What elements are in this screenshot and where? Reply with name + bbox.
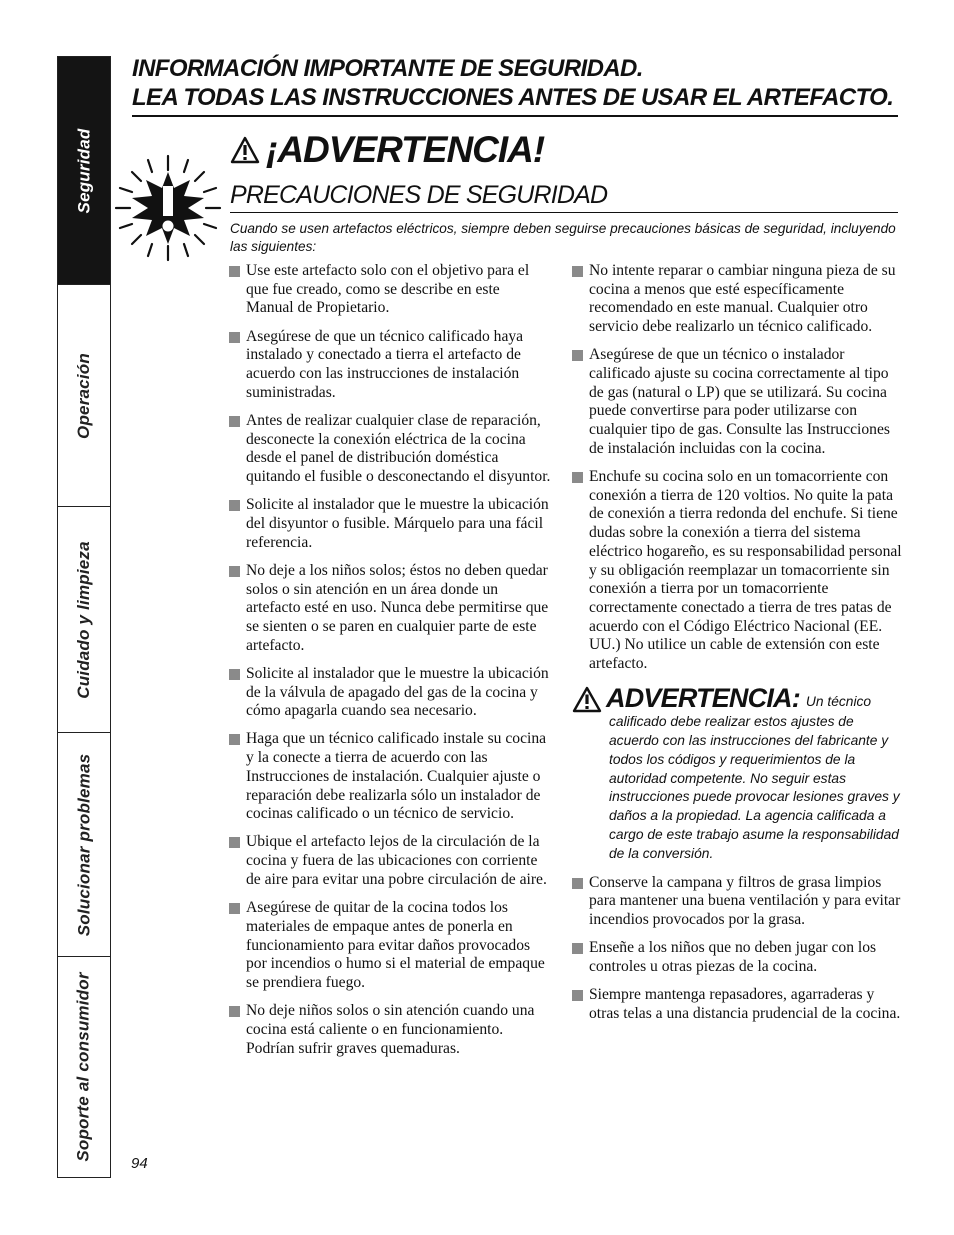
list-item: Conserve la campana y filtros de grasa limpios para mantener una buena ventilación y para evitar incendios provocados por la grasa. (572, 874, 902, 930)
tab-label: Soporte al consumidor (74, 972, 93, 1162)
conversion-warning (572, 683, 902, 863)
conversion-warning-lead: Un técnico (805, 694, 872, 710)
list-item: Antes de realizar cualquier clase de reparación, desconecte la conexión eléctrica de la cocina desde el panel de distribución doméstica quitando el fusible o desconectando el disyuntor. (229, 412, 551, 487)
warning-triangle-icon (572, 686, 602, 713)
bullet-square-icon (572, 472, 583, 483)
list-item: No deje a los niños solos; éstos no deben quedar solos o sin atención en un área donde un artefacto esté en uso. Nunca debe permitirse que se sienten o se paren en cualquier parte de este artefacto. (229, 562, 551, 656)
section-tabs (57, 56, 111, 1178)
bullet-square-icon (229, 1006, 240, 1017)
intro-text: Cuando se usen artefactos eléctricos, siempre deben seguirse precauciones básicas de seguridad, incluyendo las siguientes: (230, 221, 896, 254)
list-item: Asegúrese de que un técnico calificado haya instalado y conectado a tierra el artefacto de acuerdo con las instrucciones de instalación suministradas. (229, 328, 551, 403)
bullet-square-icon (572, 350, 583, 361)
bullet-square-icon (229, 266, 240, 277)
list-item: Asegúrese de quitar de la cocina todos los materiales de empaque antes de ponerla en funcionamiento para evitar daños provocados por incendios o humo si el material de empaque se prendiera fuego. (229, 899, 551, 993)
tab-label: Cuidado y limpieza (74, 540, 94, 699)
bullet-square-icon (229, 903, 240, 914)
list-item: No deje niños solos o sin atención cuando una cocina está caliente o en funcionamiento. Podrían sufrir graves quemaduras. (229, 1002, 551, 1058)
list-item: Solicite al instalador que le muestre la ubicación de la válvula de apagado del gas de la cocina y cómo apagarla cuando sea necesario. (229, 665, 551, 721)
tab-label: Operación (74, 352, 94, 439)
bullet-square-icon (229, 500, 240, 511)
conversion-warning-head (572, 683, 902, 713)
list-item: Enseñe a los niños que no deben jugar con los controles u otras piezas de la cocina. (572, 939, 902, 976)
exclamation-burst-icon (112, 152, 224, 264)
bullet-square-icon (572, 990, 583, 1001)
tab-seguridad[interactable] (58, 57, 110, 285)
left-column (229, 262, 551, 1068)
bullet-square-icon (572, 878, 583, 889)
list-item: No intente reparar o cambiar ninguna pieza de su cocina a menos que esté específicamente recomendado en este manual. Cualquier otro servicio debe realizarlo un técnico calificado. (572, 262, 902, 337)
page-header (132, 54, 898, 117)
conversion-warning-body: calificado debe realizar estos ajustes de acuerdo con las instrucciones del fabricante y todos los códigos y requerimientos de la autoridad competente. No seguir estas instrucciones puede provocar lesiones graves y daños a la propiedad. La agencia calificada a cargo de este trabajo asume la responsabilidad de la conversión. (609, 714, 900, 861)
list-item: Haga que un técnico calificado instale su cocina y la conecte a tierra de acuerdo con las Instrucciones de instalación. Cualquier ajuste o reparación debe realizarla sólo un instalador de cocinas calificado o un técnico de servicio. (229, 730, 551, 824)
warning-title (230, 128, 544, 172)
tab-cuidado-y-limpieza[interactable] (58, 507, 110, 733)
warning-triangle-icon (230, 136, 260, 164)
list-item: Ubique el artefacto lejos de la circulación de la cocina y fuera de las ubicaciones con corriente de aire para evitar una pobre circulación de aire. (229, 833, 551, 889)
header-line-1: INFORMACIÓN IMPORTANTE DE SEGURIDAD. (132, 55, 643, 82)
list-item: Use este artefacto solo con el objetivo para el que fue creado, como se describe en este Manual de Propietario. (229, 262, 551, 318)
right-column (572, 262, 902, 1033)
list-item: Asegúrese de que un técnico o instalador calificado ajuste su cocina correctamente al tipo de gas (natural o LP) que se utilizará. Su cocina puede convertirse para poder utilizarse con cualquier tipo de gas. Consulte las Instrucciones de instalación incluidas con la cocina. (572, 346, 902, 458)
tab-label: Solucionar problemas (74, 753, 94, 936)
conversion-warning-title: ADVERTENCIA: (606, 683, 800, 714)
list-item: Solicite al instalador que le muestre la ubicación del disyuntor o fusible. Márquelo para una fácil referencia. (229, 496, 551, 552)
bullet-square-icon (572, 266, 583, 277)
page-number: 94 (131, 1155, 148, 1172)
tab-solucionar-problemas[interactable] (58, 733, 110, 957)
bullet-square-icon (229, 837, 240, 848)
header-line-2: LEA TODAS LAS INSTRUCCIONES ANTES DE USAR EL ARTEFACTO. (132, 84, 894, 111)
tab-soporte-al-consumidor[interactable] (58, 957, 110, 1177)
bullet-square-icon (229, 669, 240, 680)
bullet-square-icon (229, 734, 240, 745)
warning-title-text: ¡ADVERTENCIA! (266, 129, 545, 170)
section-subtitle: PRECAUCIONES DE SEGURIDAD (230, 180, 898, 213)
bullet-square-icon (229, 332, 240, 343)
bullet-square-icon (229, 416, 240, 427)
list-item: Siempre mantenga repasadores, agarraderas y otras telas a una distancia prudencial de la cocina. (572, 986, 902, 1023)
bullet-square-icon (572, 943, 583, 954)
tab-label: Seguridad (74, 128, 93, 213)
list-item: Enchufe su cocina solo en un tomacorriente con conexión a tierra de 120 voltios. No quite la pata de conexión a tierra redonda del enchufe. Si tiene dudas sobre la conexión a tierra del sistema eléctrico hogareño, es su responsabilidad personal y su obligación reemplazar un tomacorriente sin conexión a tierra por un tomacorriente correctamente conectado a tierra de tres patas de acuerdo con el Código Eléctrico Nacional (EE. UU.) No utilice un cable de extensión con este artefacto. (572, 468, 902, 674)
bullet-square-icon (229, 566, 240, 577)
tab-operacion[interactable] (58, 285, 110, 507)
